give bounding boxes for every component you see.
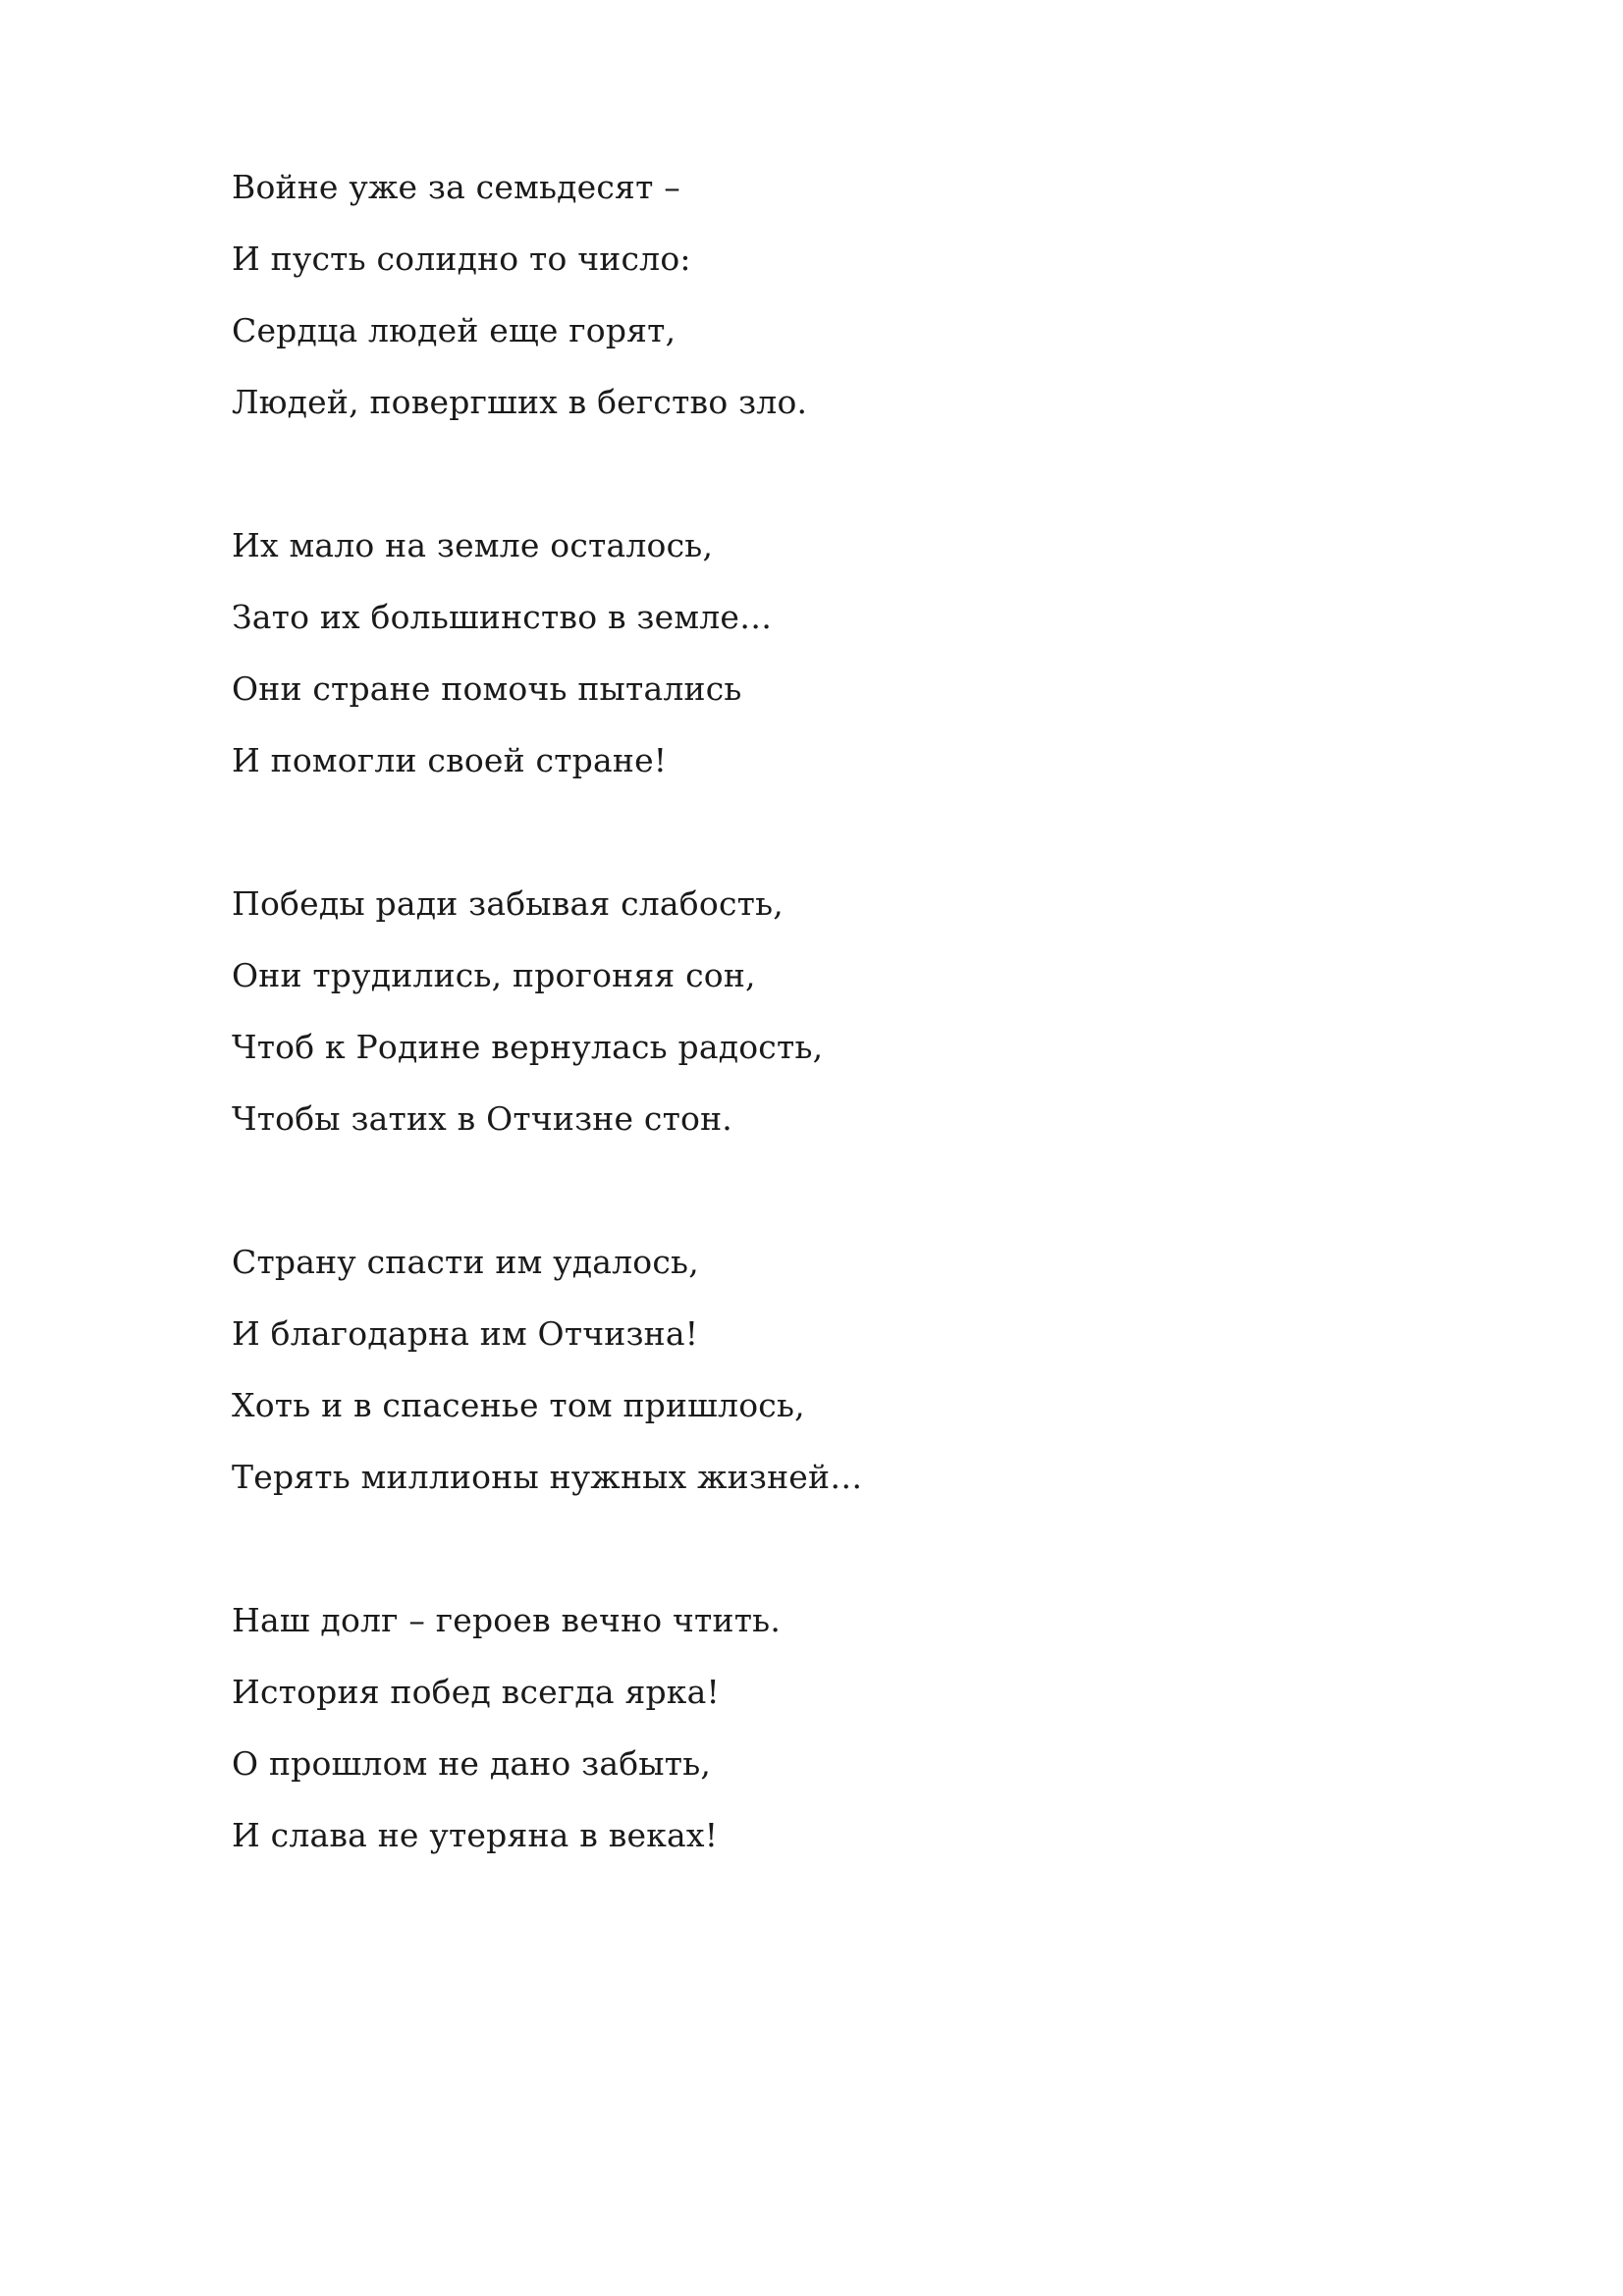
poem-line: Наш долг – героев вечно чтить.	[232, 1601, 782, 1639]
poem-line: Зато их большинство в земле…	[232, 598, 773, 636]
stanza-5	[232, 1584, 1410, 1871]
poem-line: Их мало на земле осталось,	[232, 526, 714, 564]
stanza-1	[232, 151, 1410, 438]
poem	[232, 151, 1410, 1943]
stanza-2	[232, 509, 1410, 796]
stanza-4	[232, 1226, 1410, 1513]
poem-line: Войне уже за семьдесят –	[232, 168, 680, 206]
poem-line: И благодарна им Отчизна!	[232, 1314, 699, 1353]
poem-line: Терять миллионы нужных жизней…	[232, 1458, 863, 1496]
poem-line: Хоть и в спасенье том пришлось,	[232, 1386, 805, 1424]
poem-line: Чтобы затих в Отчизне стон.	[232, 1099, 732, 1138]
poem-line: Они стране помочь пытались	[232, 669, 742, 708]
poem-line: И помогли своей стране!	[232, 741, 668, 779]
stanza-3	[232, 868, 1410, 1154]
poem-line: Победы ради забывая слабость,	[232, 884, 784, 923]
poem-line: Чтоб к Родине вернулась радость,	[232, 1028, 824, 1066]
poem-line: О прошлом не дано забыть,	[232, 1744, 712, 1783]
poem-line: И слава не утеряна в веках!	[232, 1816, 719, 1854]
poem-line: История побед всегда ярка!	[232, 1673, 720, 1711]
poem-line: Сердца людей еще горят,	[232, 311, 676, 349]
poem-line: Они трудились, прогоняя сон,	[232, 956, 756, 994]
poem-line: Страну спасти им удалось,	[232, 1243, 699, 1281]
poem-line: Людей, повергших в бегство зло.	[232, 383, 808, 421]
poem-line: И пусть солидно то число:	[232, 240, 691, 278]
